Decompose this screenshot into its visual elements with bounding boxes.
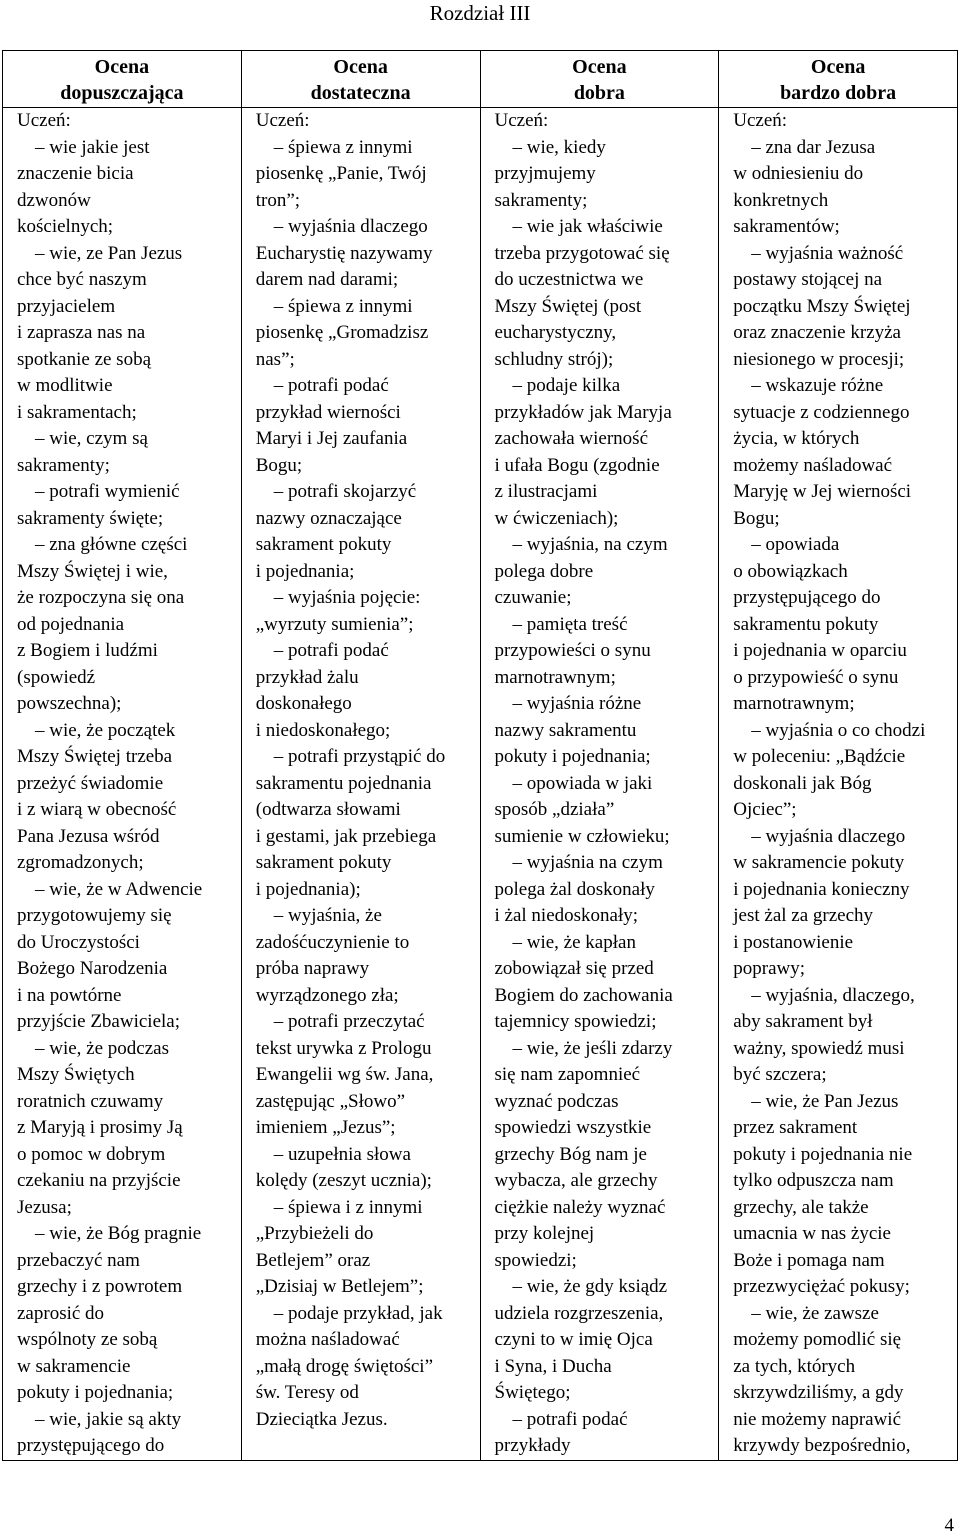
requirement-line: i pojednania konieczny (733, 878, 910, 900)
requirement-line: Boże i pomaga nam (733, 1249, 885, 1271)
requirement-line: przyjmujemy (494, 163, 596, 184)
requirement-line: – wie, ze Pan Jezus (35, 242, 183, 264)
requirement-line: – potrafi podać (512, 1408, 628, 1430)
requirement-line: aby sakrament był (733, 1011, 873, 1032)
requirement-line: Pana Jezusa wśród (17, 825, 160, 847)
requirement-line: przebaczyć nam (17, 1249, 140, 1271)
requirement-line: marnotrawnym; (494, 666, 616, 688)
requirement-line: „wyrzuty sumienia”; (255, 613, 414, 635)
requirement-line: sakramentów; (733, 216, 840, 237)
requirement-line: kolędy (zeszyt ucznia); (255, 1170, 432, 1191)
requirement-line: Uczeń: (733, 110, 788, 131)
requirement-line: – wyjaśnia pojęcie: (273, 587, 421, 608)
requirement-line: Maryi i Jej zaufania (255, 428, 408, 449)
requirement-line: wspólnoty ze sobą (17, 1329, 158, 1350)
requirement-line: przyjście Zbawiciela; (17, 1011, 181, 1032)
requirement-line: – podaje kilka (512, 375, 621, 396)
requirement-line: – wie, że gdy ksiądz (512, 1276, 668, 1297)
requirement-line: – wyjaśnia, że (273, 905, 382, 926)
requirement-line: przykład żalu (255, 666, 359, 688)
requirement-line: do Uroczystości (17, 931, 140, 953)
requirement-line: i z wiarą w obecność (17, 799, 177, 820)
requirement-line: próba naprawy (255, 958, 370, 979)
requirement-line: Uczeń: (494, 110, 549, 131)
requirement-line: i na powtórne (17, 984, 122, 1006)
requirement-line: tajemnicy spowiedzi; (494, 1011, 657, 1032)
requirement-line: – wie, że początek (35, 719, 176, 741)
requirement-line: pokuty i pojednania; (17, 1382, 174, 1403)
requirement-line: – uzupełnia słowa (273, 1143, 411, 1165)
requirement-line: możemy pomodlić się (733, 1329, 902, 1350)
requirement-line: zastępując „Słowo” (255, 1090, 406, 1112)
requirement-line: „małą drogę świętości” (255, 1355, 434, 1377)
requirement-line: przez sakrament (733, 1117, 858, 1138)
requirement-line: przezwyciężać pokusy; (733, 1276, 910, 1297)
requirement-line: – wie, że zawsze (751, 1302, 879, 1324)
requirement-line: doskonałego (255, 693, 352, 714)
requirement-line: – wie, czym są (35, 428, 148, 449)
requirement-line: Bogiem do zachowania (494, 984, 673, 1006)
requirement-line: Ojciec”; (733, 799, 797, 820)
requirement-line: – śpiewa z innymi (273, 295, 413, 317)
requirement-line: spowiedzi wszystkie (494, 1117, 652, 1138)
requirement-line: Świętego; (494, 1382, 571, 1403)
requirement-line: o przypowieść o synu (733, 666, 899, 688)
requirement-line: – wyjaśnia dlaczego (273, 216, 428, 237)
requirements-cell-satisfactory (241, 108, 480, 1461)
requirement-line: za tych, których (733, 1355, 856, 1377)
requirement-line: w ćwiczeniach); (494, 507, 619, 529)
requirements-cell-good (480, 108, 719, 1461)
requirement-line: – wyjaśnia na czym (512, 852, 663, 873)
requirement-line: o pomoc w dobrym (17, 1143, 166, 1165)
requirement-line: udziela rozgrzeszenia, (494, 1302, 664, 1324)
requirement-line: sakramentu pokuty (733, 613, 879, 635)
requirement-line: Betlejem” oraz (255, 1249, 371, 1271)
requirement-line: – podaje przykład, jak (273, 1302, 443, 1324)
requirement-line: – pamięta treść (512, 613, 628, 635)
requirement-line: trzeba przygotować się (494, 242, 670, 264)
requirement-line: Bożego Narodzenia (17, 958, 168, 979)
requirement-line: nas”; (255, 348, 295, 370)
requirements-cell-very-good (719, 108, 958, 1461)
requirement-line: – potrafi przeczytać (273, 1011, 425, 1032)
requirement-line: w sakramencie pokuty (733, 852, 905, 873)
requirement-line: i żal niedoskonały; (494, 905, 639, 926)
requirement-line: czekaniu na przyjście (17, 1170, 181, 1191)
requirement-line: sumienie w człowieku; (494, 825, 670, 847)
requirement-line: grzechy Bóg nam je (494, 1143, 647, 1165)
requirement-line: polega żal doskonały (494, 878, 655, 900)
requirement-line: nazwy sakramentu (494, 719, 637, 741)
requirement-line: przy kolejnej (494, 1223, 595, 1244)
chapter-title: Rozdział III (429, 1, 531, 25)
requirement-line: – wie, że w Adwencie (35, 878, 203, 900)
requirement-line: przykład wierności (255, 401, 401, 423)
requirement-line: – wyjaśnia, dlaczego, (751, 984, 915, 1006)
requirement-line: Uczeń: (17, 110, 71, 131)
requirement-line: ważny, spowiedź musi (733, 1037, 905, 1059)
requirement-line: darem nad darami; (255, 269, 399, 290)
requirement-line: Mszy Świętej i wie, (17, 560, 168, 582)
requirement-line: zobowiązał się przed (494, 958, 654, 979)
requirement-line: – zna dar Jezusa (751, 136, 876, 158)
requirement-line: zaprosić do (17, 1302, 105, 1324)
requirement-line: początku Mszy Świętej (733, 295, 911, 317)
requirement-line: – śpiewa z innymi (273, 136, 413, 158)
requirement-line: niesionego w procesji; (733, 348, 905, 370)
requirement-line: sakramenty; (494, 189, 588, 211)
requirement-line: – wie, że kapłan (512, 931, 636, 953)
requirement-line: nie możemy naprawić (733, 1408, 902, 1430)
requirement-line: z ilustracjami (494, 481, 598, 502)
requirement-line: od pojednania (17, 613, 125, 635)
requirement-line: – wie, że Bóg pragnie (35, 1223, 202, 1244)
requirement-line: tron”; (255, 189, 301, 211)
requirement-line: w sakramencie (17, 1355, 131, 1377)
requirement-line: pokuty i pojednania; (494, 746, 651, 767)
requirement-line: marnotrawnym; (733, 693, 855, 714)
requirement-line: piosenkę „Gromadzisz (255, 322, 429, 343)
requirement-line: eucharystyczny, (494, 322, 617, 343)
requirement-line: sposób „działa” (494, 799, 615, 820)
requirement-line: i Syna, i Ducha (494, 1355, 612, 1377)
requirement-line: poprawy; (733, 958, 806, 979)
requirement-line: spotkanie ze sobą (17, 348, 152, 370)
requirement-line: Uczeń: (255, 110, 310, 131)
requirement-line: i postanowienie (733, 931, 854, 953)
requirement-line: – potrafi podać (273, 375, 389, 396)
requirement-line: powszechna); (17, 693, 122, 714)
requirement-line: chce być naszym (17, 269, 147, 290)
requirement-line: św. Teresy od (255, 1382, 359, 1403)
requirement-line: polega dobre (494, 560, 594, 582)
requirement-line: przygotowujemy się (17, 905, 172, 926)
requirement-line: Bogu; (255, 454, 303, 476)
requirement-line: Maryję w Jej wierności (733, 481, 912, 502)
requirement-line: schludny strój); (494, 348, 614, 370)
requirement-line: – potrafi podać (273, 640, 389, 661)
requirement-line: sakrament pokuty (255, 534, 392, 555)
requirement-line: „Dzisiaj w Betlejem”; (255, 1276, 424, 1297)
requirement-line: Bogu; (733, 507, 780, 529)
header-grade-good: Ocena dobra (480, 51, 719, 108)
requirement-line: postawy stojącej na (733, 269, 883, 290)
requirement-line: Mszy Świętej trzeba (17, 746, 173, 767)
requirement-line: i ufała Bogu (zgodnie (494, 454, 660, 476)
requirement-line: dzwonów (17, 189, 91, 211)
requirement-line: tekst urywka z Prologu (255, 1037, 432, 1059)
requirement-line: i zaprasza nas na (17, 322, 146, 343)
requirement-line: w modlitwie (17, 375, 113, 396)
requirement-line: i niedoskonałego; (255, 719, 391, 741)
requirement-line: krzywdy bezpośrednio, (733, 1435, 911, 1456)
requirement-line: – wyjaśnia, na czym (512, 534, 668, 555)
requirement-line: Eucharystię nazywamy (255, 242, 433, 264)
requirement-line: ciężkie należy wyznać (494, 1196, 666, 1218)
page-number: 4 (944, 1515, 954, 1536)
requirement-line: przystępującego do (733, 587, 881, 608)
requirement-line: (spowiedź (17, 666, 96, 688)
table-header-row (3, 51, 958, 108)
requirement-line: „Przybieżeli do (255, 1223, 374, 1244)
requirement-line: jest żal za grzechy (733, 905, 874, 926)
requirement-line: wyznać podczas (494, 1090, 619, 1112)
requirement-line: doskonali jak Bóg (733, 772, 872, 794)
header-grade-sufficient-minimum: Ocena dopuszczająca (3, 51, 242, 108)
requirement-line: wyrządzonego zła; (255, 984, 399, 1006)
requirement-line: życia, w których (733, 428, 860, 449)
requirement-line: – wie, że jeśli zdarzy (512, 1037, 673, 1059)
requirement-line: – opowiada (751, 534, 840, 555)
requirement-line: czuwanie; (494, 587, 572, 608)
requirement-line: Jezusa; (17, 1196, 72, 1218)
requirement-line: z Bogiem i ludźmi (17, 640, 158, 661)
requirement-line: – wie, jakie są akty (35, 1408, 182, 1430)
requirement-line: i pojednania; (255, 560, 355, 582)
requirement-line: umacnia w nas życie (733, 1223, 891, 1244)
table-body-row (3, 108, 958, 1461)
requirement-line: i sakramentach; (17, 401, 137, 423)
header-grade-satisfactory: Ocena dostateczna (241, 51, 480, 108)
requirement-line: być szczera; (733, 1064, 827, 1085)
requirement-line: konkretnych (733, 189, 829, 211)
requirement-line: zgromadzonych; (17, 852, 144, 873)
requirement-line: przypowieści o synu (494, 640, 651, 661)
requirement-line: można naśladować (255, 1329, 400, 1350)
requirement-line: wybacza, ale grzechy (494, 1170, 658, 1191)
requirement-line: możemy naśladować (733, 454, 893, 476)
requirement-line: znaczenie bicia (17, 163, 134, 184)
requirement-line: – wyjaśnia różne (512, 693, 642, 714)
requirement-line: do uczestnictwa we (494, 269, 644, 290)
requirement-line: – potrafi skojarzyć (273, 481, 417, 502)
requirement-line: z Maryją i prosimy Ją (17, 1117, 183, 1138)
requirement-line: kościelnych; (17, 216, 114, 237)
requirement-line: tylko odpuszcza nam (733, 1170, 894, 1191)
requirement-line: – wyjaśnia dlaczego (751, 825, 906, 847)
requirement-line: przystępującego do (17, 1435, 165, 1456)
requirement-line: sakramentu pojednania (255, 772, 432, 794)
requirement-line: przykładów jak Maryja (494, 401, 672, 423)
requirement-line: – wie, że podczas (35, 1037, 169, 1059)
requirement-line: sakramenty; (17, 454, 110, 476)
requirement-line: i pojednania w oparciu (733, 640, 907, 661)
requirement-line: Dzieciątka Jezus. (255, 1408, 388, 1430)
requirement-line: grzechy i z powrotem (17, 1276, 183, 1297)
requirement-line: – wyjaśnia ważność (751, 242, 904, 264)
requirement-line: skrzywdziliśmy, a gdy (733, 1382, 904, 1403)
requirement-line: – wie jakie jest (35, 136, 150, 158)
requirement-line: – wie, kiedy (512, 136, 606, 158)
requirement-line: spowiedzi; (494, 1249, 577, 1271)
requirement-line: czyni to w imię Ojca (494, 1329, 653, 1350)
requirement-line: w odniesieniu do (733, 163, 864, 184)
requirement-line: o obowiązkach (733, 560, 848, 582)
requirement-line: grzechy, ale także (733, 1196, 869, 1218)
requirement-line: i gestami, jak przebiega (255, 825, 437, 847)
requirement-line: piosenkę „Panie, Twój (255, 163, 427, 184)
requirement-line: – wie, że Pan Jezus (751, 1090, 899, 1112)
header-grade-very-good: Ocena bardzo dobra (719, 51, 958, 108)
requirement-line: się nam zapomnieć (494, 1064, 641, 1085)
requirement-line: zachowała wierność (494, 428, 649, 449)
requirement-line: – śpiewa i z innymi (273, 1196, 423, 1218)
requirement-line: – zna główne części (35, 534, 188, 555)
requirement-line: przykłady (494, 1435, 571, 1456)
requirement-line: przeżyć świadomie (17, 772, 164, 794)
requirement-line: sakrament pokuty (255, 852, 392, 873)
requirement-line: sakramenty święte; (17, 507, 164, 529)
requirement-line: Ewangelii wg św. Jana, (255, 1064, 434, 1085)
requirement-line: że rozpoczyna się ona (17, 587, 185, 608)
requirement-line: imieniem „Jezus”; (255, 1117, 396, 1138)
requirement-line: – potrafi wymienić (35, 481, 180, 502)
requirement-line: nazwy oznaczające (255, 507, 402, 529)
requirement-line: sytuacje z codziennego (733, 401, 910, 423)
grading-requirements-table (2, 50, 958, 1461)
requirement-line: Mszy Świętych (17, 1064, 135, 1085)
requirement-line: – wyjaśnia o co chodzi (751, 719, 926, 741)
requirement-line: – wie jak właściwie (512, 216, 663, 237)
requirement-line: – potrafi przystąpić do (273, 746, 446, 767)
requirement-line: roratnich czuwamy (17, 1090, 164, 1112)
requirements-cell-sufficient-minimum (3, 108, 242, 1461)
requirement-line: (odtwarza słowami (255, 799, 401, 820)
requirement-line: oraz znaczenie krzyża (733, 322, 901, 343)
requirement-line: w poleceniu: „Bądźcie (733, 746, 906, 767)
requirement-line: pokuty i pojednania nie (733, 1143, 913, 1165)
requirement-line: przyjacielem (17, 295, 116, 317)
requirement-line: – wskazuje różne (751, 375, 884, 396)
requirement-line: Mszy Świętej (post (494, 295, 642, 317)
requirement-line: i pojednania); (255, 878, 361, 900)
requirement-line: – opowiada w jaki (512, 772, 653, 794)
requirement-line: zadośćuczynienie to (255, 931, 410, 953)
